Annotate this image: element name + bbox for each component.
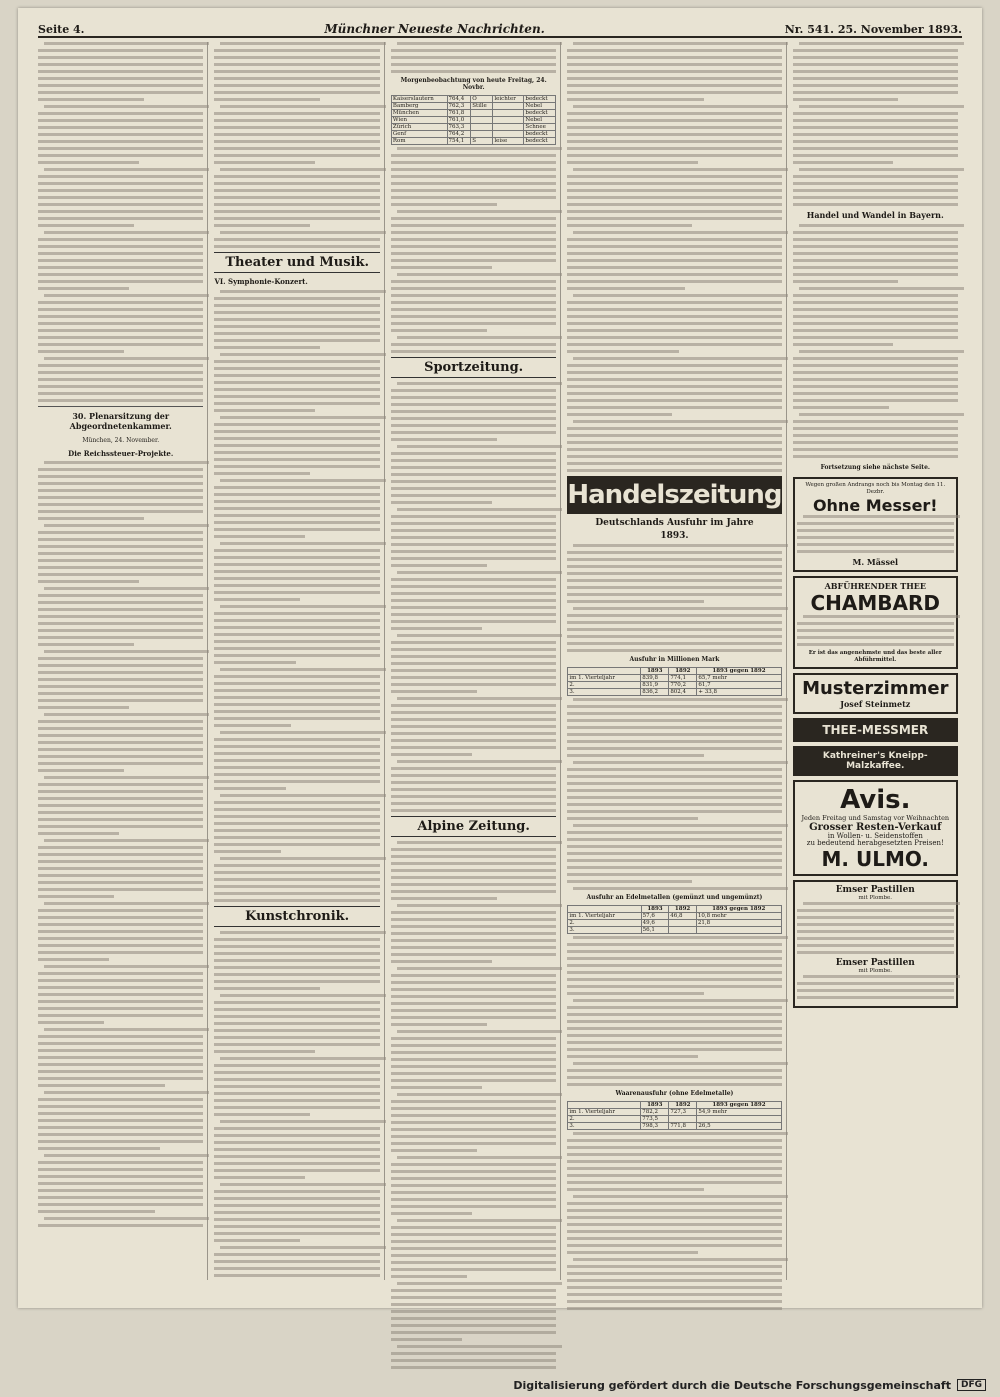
dateline: München, 24. November. [82,437,160,444]
weather-table [391,95,556,145]
subsection-title: VI. Symphonie-Konzert. [214,277,308,286]
column-2 [214,42,384,1280]
section-title: Kunstchronik. [214,906,379,927]
ad-ohne-messer: Wegen großen Andrangs noch bis Montag den 11. Dezbr. Ohne Messer! M. Mässel [793,477,958,572]
table-row: 2. 49,6 21,8 [568,920,781,927]
column-4 [567,42,786,1280]
weather-row: Rom 754,1 S leise bedeckt [391,138,555,145]
body-text [567,544,781,652]
newspaper-title: Münchner Neueste Nachrichten. [324,22,545,36]
table-row: 3. 798,3 771,8 26,5 [568,1123,781,1130]
trade-section-head: Handelszeitung [567,476,781,514]
table-row: 3. 56,1 [568,927,781,934]
body-text [793,224,958,458]
ad-kathreiner: Kathreiner's Kneipp-Malzkaffee. [793,746,958,776]
column-3 [391,42,561,1280]
ad-musterzimmer: Musterzimmer Josef Steinmetz [793,673,958,714]
ad-emser-pastillen: Emser Pastillen mit Plombe. Emser Pastillen mit Plombe. [793,880,958,1008]
table-title: Ausfuhr in Millionen Mark [629,656,720,663]
weather-row: Zürich 763,3 Schnee [391,124,555,131]
body-text [567,42,781,472]
ad-thee-messmer: THEE-MESSMER [793,718,958,742]
digitization-footer [0,1373,1000,1397]
weather-row: Kaiserslautern 764,4 O leichter bedeckt [391,96,555,103]
body-text [214,42,379,248]
body-text [567,936,781,1086]
newspaper-page [18,8,982,1308]
body-text [391,42,556,73]
body-text [567,1132,781,1310]
body-text [391,147,556,353]
body-text [214,931,379,1277]
body-text [793,42,958,206]
weather-row: München 761,8 bedeckt [391,110,555,117]
table-row: im 1. Vierteljahr 782,2 727,3 54,9 mehr [568,1109,781,1116]
table-row: 2. 773,5 [568,1116,781,1123]
table-title: Ausfuhr an Edelmetallen (gemünzt und ungemünzt) [586,894,763,901]
metals-table: 1893 1892 1893 gegen 1892 im 1. Vierteljahr 57,6 46,8 10,8 mehr 2. 49,6 21,8 3. 56,1 [567,905,781,934]
body-text [214,290,379,902]
issue-date: Nr. 541. 25. November 1893. [784,23,962,36]
column-1 [38,42,208,1280]
table-row: im 1. Vierteljahr 57,6 46,8 10,8 mehr [568,913,781,920]
section-title: 30. Plenarsitzung der Abgeordnetenkammer. [69,411,172,431]
weather-row: Genf 764,2 bedeckt [391,131,555,138]
goods-table: 1893 1892 1893 gegen 1892 im 1. Vierteljahr 782,2 727,3 54,9 mehr 2. 773,5 3. 798,3 771,8 26,5 [567,1101,781,1130]
ad-chambard: ABFÜHRENDER THEE CHAMBARD Er ist das angenehmste und das beste aller Abführmittel. [793,576,958,669]
table-row: im 1. Vierteljahr 839,8 774,1 65,7 mehr [568,675,781,682]
section-title: Alpine Zeitung. [391,816,556,837]
subtitle: Die Reichssteuer-Projekte. [68,449,174,458]
table-row: 2. 831,9 770,2 61,7 [568,682,781,689]
body-text [567,698,781,890]
column-5 [793,42,962,1280]
body-text [38,461,203,1227]
trade-subtitle: Deutschlands Ausfuhr im Jahre [595,518,754,528]
continued-notice: Fortsetzung siehe nächste Seite. [820,464,930,471]
ad-ulmo: Avis. Jeden Freitag und Samstag vor Weihnachten Grosser Resten-Verkauf in Wollen- u. Seidenstoffen zu bedeutend herabgesetzten Preisen! M. ULMO. [793,780,958,876]
section-title: Handel und Wandel in Bayern. [806,210,944,220]
weather-title: Morgenbeobachtung von heute Freitag, 24. Novbr. [400,77,547,91]
section-title: Theater und Musik. [214,252,379,273]
footer-text: Digitalisierung gefördert durch die Deutsche Forschungsgemeinschaft [513,1378,951,1392]
trade-year: 1893. [660,531,689,541]
weather-row: Wien 761,0 Nebel [391,117,555,124]
body-text [38,42,203,402]
page-number: Seite 4. [38,23,85,36]
table-title: Waarenausfuhr (ohne Edelmetalle) [615,1090,734,1097]
page-header [38,16,962,38]
body-text [391,382,556,812]
dfg-logo-icon: DFG [957,1379,986,1391]
table-row: 3. 836,2 802,4 + 33,8 [568,689,781,696]
section-title: Sportzeitung. [391,357,556,378]
export-table: 1893 1892 1893 gegen 1892 im 1. Vierteljahr 839,8 774,1 65,7 mehr 2. 831,9 770,2 61,7 3. 836,2 802,4 + 33,8 [567,667,781,696]
body-text [391,841,556,1397]
weather-row: Bamberg 762,3 Stille Nebel [391,103,555,110]
